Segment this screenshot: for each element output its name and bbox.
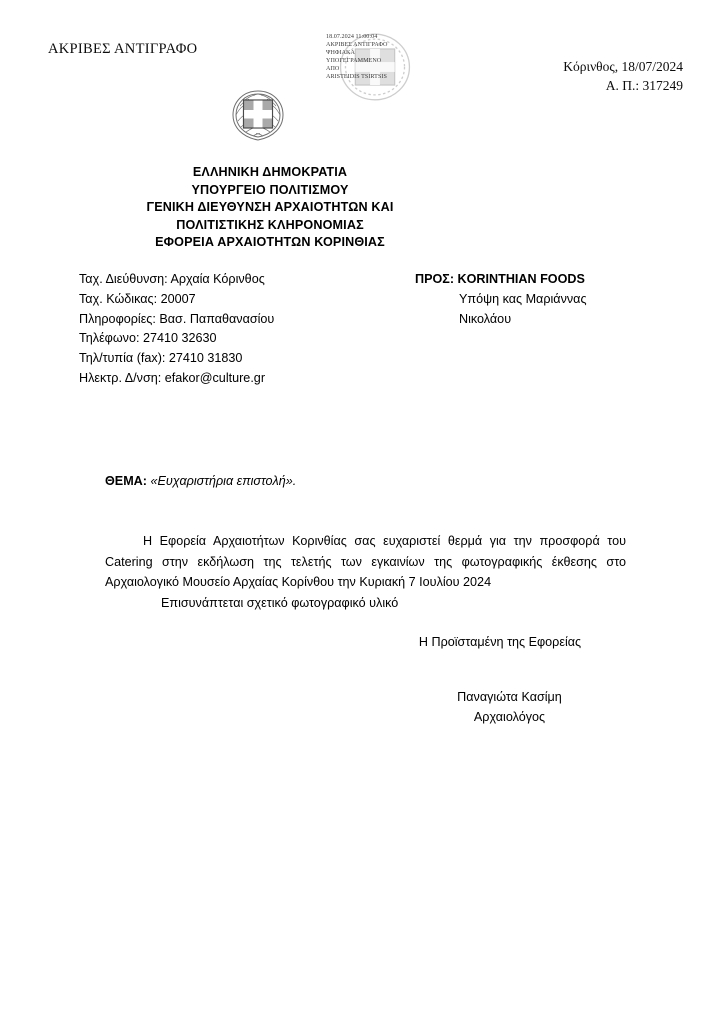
signature-person-role: Αρχαιολόγος <box>473 709 546 724</box>
recipient-name-continued: Νικολάου <box>459 311 512 326</box>
recipient-block <box>415 270 587 329</box>
certified-copy-label: ΑΚΡΙΒΕΣ ΑΝΤΙΓΡΑΦΟ <box>48 41 198 57</box>
header-line-directorate: ΓΕΝΙΚΗ ΔΙΕΥΘΥΝΣΗ ΑΡΧΑΙΟΤΗΤΩΝ ΚΑΙ <box>146 200 394 214</box>
signature-person-name: Παναγιώτα Κασίμη <box>457 690 562 704</box>
header-line-ministry: ΥΠΟΥΡΓΕΙΟ ΠΟΛΙΤΙΣΜΟΥ <box>191 182 349 197</box>
subject-value: «Ευχαριστήρια επιστολή». <box>150 474 297 488</box>
header-line-ephorate: ΕΦΟΡΕΙΑ ΑΡΧΑΙΟΤΗΤΩΝ ΚΟΡΙΝΘΙΑΣ <box>155 235 385 249</box>
contact-phone: Τηλέφωνο: 27410 32630 <box>79 331 217 346</box>
body-text <box>105 531 626 613</box>
contact-email: Ηλεκτρ. Δ/νση: efakor@culture.gr <box>79 370 266 385</box>
date-protocol-block <box>563 57 683 95</box>
stamp-certified: ΑΚΡΙΒΕΣ ΑΝΤΙΓΡΑΦΟ <box>326 41 388 48</box>
digital-signature-stamp <box>318 22 428 110</box>
recipient-attention: Υπόψη κας Μαριάννας <box>459 291 587 306</box>
stamp-by: ΑΠΟ <box>326 65 340 72</box>
protocol-number: Α. Π.: 317249 <box>605 78 683 93</box>
subject-label: ΘΕΜΑ: <box>105 474 147 488</box>
contact-postal-code: Ταχ. Κώδικας: 20007 <box>79 291 196 306</box>
stamp-timestamp: 18.07.2024 11:00:04 <box>326 34 378 40</box>
ministry-header <box>0 164 540 252</box>
header-line-heritage: ΠΟΛΙΤΙΣΤΙΚΗΣ ΚΛΗΡΟΝΟΜΙΑΣ <box>176 217 364 232</box>
header-line-republic: ΕΛΛΗΝΙΚΗ ΔΗΜΟΚΡΑΤΙΑ <box>192 165 348 179</box>
signature-block <box>0 688 725 727</box>
contact-address: Ταχ. Διεύθυνση: Αρχαία Κόρινθος <box>79 272 265 286</box>
recipient-to: ΠΡΟΣ: KORINTHIAN FOODS <box>415 272 585 286</box>
contact-fax: Τηλ/τυπία (fax): 27410 31830 <box>79 351 243 366</box>
stamp-signed: ΥΠΟΓΕΓΡΑΜΜΕΝΟ <box>326 57 382 64</box>
signature-title: Η Προϊσταμένη της Εφορείας <box>418 635 582 649</box>
body-paragraph-1: Η Εφορεία Αρχαιοτήτων Κορινθίας σας ευχαριστεί θερμά για την προσφορά του Catering στην εκδήλωση της τελετής των εγκαινίων της φωτογραφικής έκθεσης στο Αρχαιολογικό Μουσείο Αρχαίας Κορίνθου την Κυριακή 7 Ιουλίου 2024 <box>105 534 626 589</box>
subject-line <box>105 474 296 488</box>
body-paragraph-2: Επισυνάπτεται σχετικό φωτογραφικό υλικό <box>161 595 399 610</box>
place-date: Κόρινθος, 18/07/2024 <box>563 59 683 74</box>
contact-info-block <box>79 270 274 389</box>
stamp-signer-name: ARISTEIDIS TSIRTSIS <box>326 73 387 80</box>
stamp-digitally: ΨΗΦΙΑΚΑ <box>326 49 355 56</box>
greek-coat-of-arms-icon <box>228 86 288 144</box>
stamp-text-block <box>326 34 430 81</box>
contact-info-person: Πληροφορίες: Βασ. Παπαθανασίου <box>79 311 275 326</box>
